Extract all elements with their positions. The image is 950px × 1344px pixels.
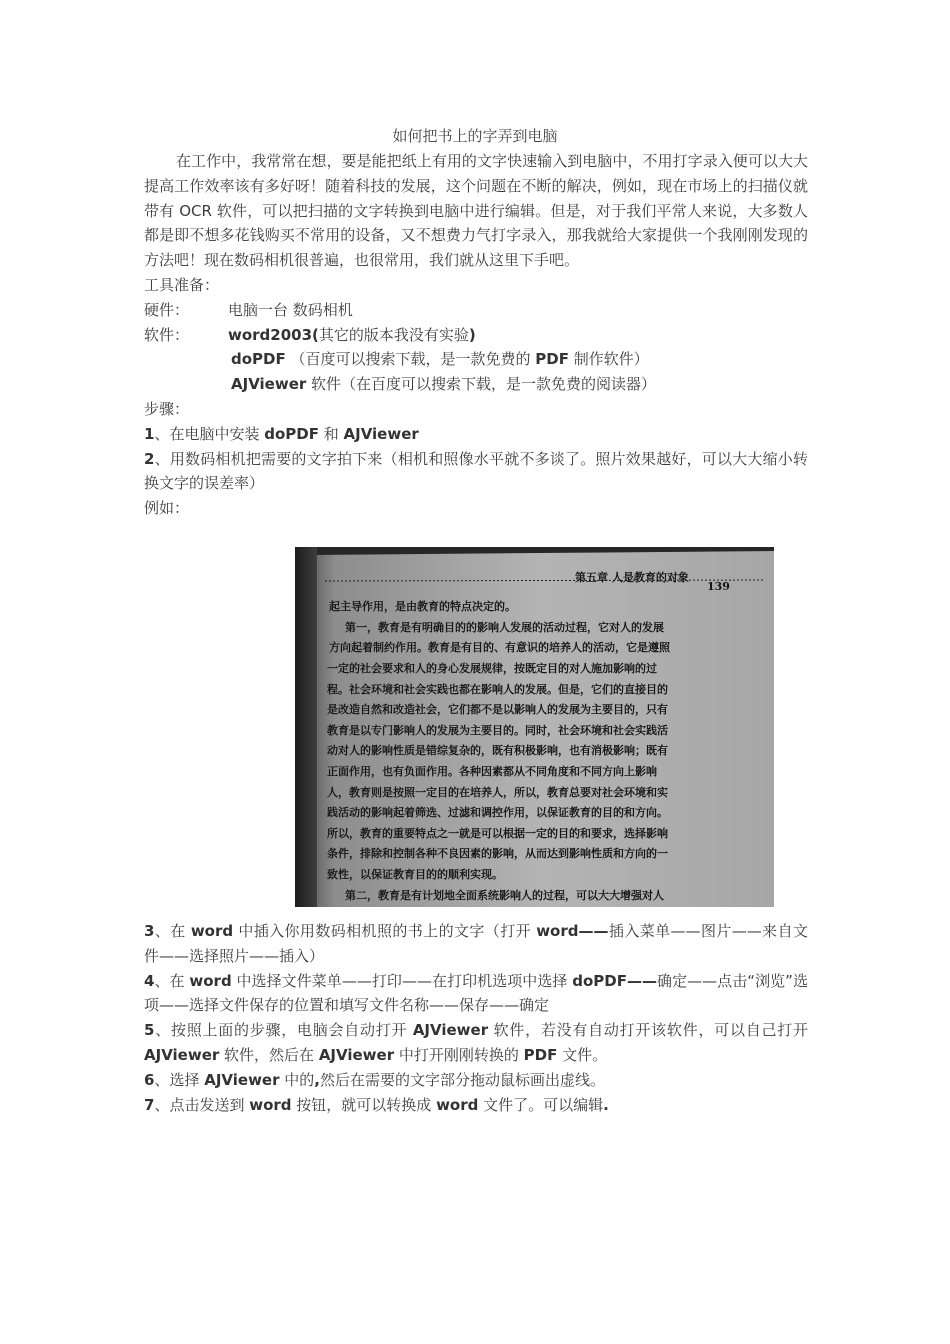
software-row <box>144 323 808 348</box>
book-text <box>295 547 774 907</box>
step-3: 3、在 word 中插入你用数码相机照的书上的文字（打开 word——插入菜单——图片——来自文件——选择照片——插入） <box>144 922 808 965</box>
software-item-3: AJViewer 软件（在百度可以搜索下载，是一款免费的阅读器） <box>231 375 657 394</box>
upper-body <box>144 149 808 521</box>
lower-body <box>144 919 808 1117</box>
intro-paragraph: 在工作中，我常常在想，要是能把纸上有用的文字快速输入到电脑中，不用打字录入便可以大大提高工作效率该有多好呀！随着科技的发展，这个问题在不断的解决，例如，现在市场上的扫描仪就带有 OCR 软件，可以把扫描的文字转换到电脑中进行编辑。但是，对于我们平常人来说，大多数人都是即不想多花钱购买不常用的设备，又不想费力气打字录入，那我就给大家提供一个我刚刚发现的方法吧！现在数码相机很普遍，也很常用，我们就从这里下手吧。 <box>144 152 808 270</box>
book-line: 程。社会环境和社会实践也都在影响人的发展。但是，它们的直接目的 <box>327 683 668 696</box>
hardware-row <box>144 298 808 323</box>
step-5: 5、按照上面的步骤，电脑会自动打开 AJViewer 软件，若没有自动打开该软件，可以自己打开 AJViewer 软件，然后在 AJViewer 中打开刚刚转换的 PDF 文件。 <box>144 1021 808 1064</box>
book-line: 践活动的影响起着筛选、过滤和调控作用，以保证教育的目的和方向。 <box>327 806 668 819</box>
book-line: 教育是以专门影响人的发展为主要目的。同时，社会环境和社会实践活 <box>327 724 668 737</box>
book-line: 致性，以保证教育目的的顺利实现。 <box>327 868 503 881</box>
step-6: 6、选择 AJViewer 中的,然后在需要的文字部分拖动鼠标画出虚线。 <box>144 1070 605 1089</box>
software-label: 软件： <box>144 325 190 344</box>
hardware-label: 硬件： <box>144 300 190 319</box>
document-title: 如何把书上的字弄到电脑 <box>392 127 558 145</box>
tools-heading: 工具准备： <box>144 275 220 294</box>
steps-heading: 步骤： <box>144 399 190 418</box>
book-line: 方向起着制约作用。教育是有目的、有意识的培养人的活动，它是遵照 <box>329 641 670 654</box>
book-page-number: 139 <box>707 580 730 593</box>
example-label: 例如： <box>144 499 190 518</box>
book-line: 正面作用，也有负面作用。各种因素都从不同角度和不同方向上影响 <box>327 765 657 778</box>
book-line: 人，教育则是按照一定目的在培养人，所以，教育总要对社会环境和实 <box>327 786 668 799</box>
step-4: 4、在 word 中选择文件菜单——打印——在打印机选项中选择 doPDF——确定——点击“浏览”选项——选择文件保存的位置和填写文件名称——保存——确定 <box>144 971 808 1015</box>
software-item-1: word2003(其它的版本我没有实验) <box>228 325 476 344</box>
step-7: 7、点击发送到 word 按钮，就可以转换成 word 文件了。可以编辑. <box>144 1095 609 1114</box>
book-photo <box>295 547 774 907</box>
book-line: 条件，排除和控制各种不良因素的影响，从而达到影响性质和方向的一 <box>327 847 668 860</box>
book-line: 起主导作用，是由教育的特点决定的。 <box>329 600 516 613</box>
book-line: 动对人的影响性质是错综复杂的，既有积极影响，也有消极影响；既有 <box>327 744 668 757</box>
book-line: 第二，教育是有计划地全面系统影响人的过程，可以大大增强对人 <box>345 889 664 902</box>
book-line: 一定的社会要求和人的身心发展规律，按既定目的对人施加影响的过 <box>327 662 657 675</box>
book-chapter-header: 第五章 人是教育的对象 <box>575 571 689 584</box>
book-line: 所以，教育的重要特点之一就是可以根据一定的目的和要求，选择影响 <box>327 827 668 840</box>
hardware-value: 电脑一台 数码相机 <box>228 300 353 319</box>
book-line: 第一，教育是有明确目的的影响人发展的活动过程，它对人的发展 <box>345 621 664 634</box>
step-2: 2、用数码相机把需要的文字拍下来（相机和照像水平就不多谈了。照片效果越好，可以大大缩小转换文字的误差率） <box>144 449 808 493</box>
step-1: 1、在电脑中安装 doPDF 和 AJViewer <box>144 424 419 443</box>
book-line: 是改造自然和改造社会，它们都不是以影响人的发展为主要目的，只有 <box>327 703 668 716</box>
software-item-2: doPDF （百度可以搜索下载，是一款免费的 PDF 制作软件） <box>231 350 649 369</box>
